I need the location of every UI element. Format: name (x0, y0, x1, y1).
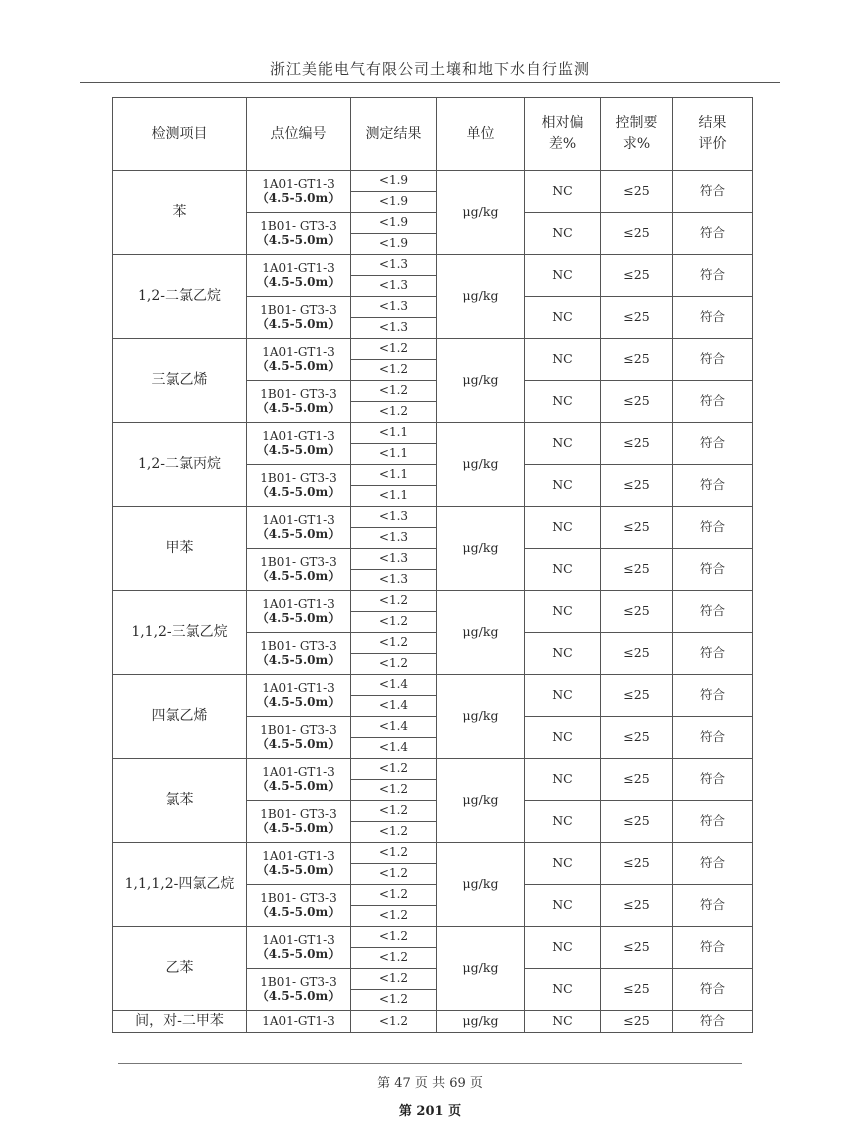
point-id: 1A01-GT1-3 (262, 764, 335, 779)
control-requirement: ≤25 (601, 549, 673, 591)
relative-deviation: NC (525, 465, 601, 507)
result-value: <1.2 (351, 339, 437, 360)
point-id-cell (247, 759, 351, 801)
test-item-name: 氯苯 (113, 759, 247, 843)
point-depth: （4.5-5.0m） (256, 904, 341, 919)
result-evaluation: 符合 (673, 423, 753, 465)
control-requirement: ≤25 (601, 423, 673, 465)
result-value: <1.3 (351, 507, 437, 528)
result-value: <1.2 (351, 381, 437, 402)
result-value: <1.2 (351, 906, 437, 927)
control-requirement: ≤25 (601, 633, 673, 675)
test-item-name: 间，对-二甲苯 (113, 1011, 247, 1033)
point-depth: （4.5-5.0m） (256, 946, 341, 961)
table-row (113, 255, 753, 276)
point-id-cell (247, 423, 351, 465)
unit-cell: μg/kg (437, 591, 525, 675)
result-value: <1.9 (351, 171, 437, 192)
table-row (113, 591, 753, 612)
result-value: <1.2 (351, 1011, 437, 1033)
result-evaluation: 符合 (673, 171, 753, 213)
relative-deviation: NC (525, 255, 601, 297)
point-id-cell (247, 885, 351, 927)
point-id-cell (247, 969, 351, 1011)
col-header-point: 点位编号 (247, 98, 351, 171)
control-requirement: ≤25 (601, 297, 673, 339)
relative-deviation: NC (525, 507, 601, 549)
result-evaluation: 符合 (673, 759, 753, 801)
point-id: 1B01- GT3-3 (260, 638, 337, 653)
unit-cell: μg/kg (437, 927, 525, 1011)
point-id-cell (247, 255, 351, 297)
point-id: 1A01-GT1-3 (262, 260, 335, 275)
point-id-cell (247, 927, 351, 969)
relative-deviation: NC (525, 171, 601, 213)
control-requirement: ≤25 (601, 927, 673, 969)
result-evaluation: 符合 (673, 465, 753, 507)
control-requirement: ≤25 (601, 675, 673, 717)
result-value: <1.3 (351, 318, 437, 339)
result-value: <1.3 (351, 528, 437, 549)
result-value: <1.2 (351, 591, 437, 612)
table-row (113, 1011, 753, 1033)
result-evaluation: 符合 (673, 507, 753, 549)
page-number: 第 47 页 共 69 页 (377, 1076, 483, 1091)
relative-deviation: NC (525, 339, 601, 381)
result-value: <1.2 (351, 822, 437, 843)
point-id: 1A01-GT1-3 (262, 680, 335, 695)
table-row (113, 843, 753, 864)
relative-deviation: NC (525, 591, 601, 633)
result-evaluation: 符合 (673, 381, 753, 423)
relative-deviation: NC (525, 549, 601, 591)
result-value: <1.2 (351, 969, 437, 990)
point-id-cell (247, 549, 351, 591)
col-header-eval (673, 98, 753, 171)
col-header-eval-line1: 结果 (698, 115, 727, 131)
col-header-result: 测定结果 (351, 98, 437, 171)
test-item-name: 苯 (113, 171, 247, 255)
unit-cell: μg/kg (437, 255, 525, 339)
result-value: <1.3 (351, 255, 437, 276)
col-header-eval-line2: 评价 (698, 136, 727, 152)
table-row (113, 507, 753, 528)
header-rule (80, 82, 780, 83)
relative-deviation: NC (525, 633, 601, 675)
point-id: 1A01-GT1-3 (262, 512, 335, 527)
point-depth: （4.5-5.0m） (256, 526, 341, 541)
point-id-cell (247, 843, 351, 885)
unit-cell: μg/kg (437, 339, 525, 423)
result-value: <1.3 (351, 570, 437, 591)
result-value: <1.4 (351, 738, 437, 759)
result-value: <1.2 (351, 843, 437, 864)
test-item-name: 乙苯 (113, 927, 247, 1011)
result-value: <1.9 (351, 213, 437, 234)
unit-cell: μg/kg (437, 675, 525, 759)
result-value: <1.2 (351, 759, 437, 780)
point-depth: （4.5-5.0m） (256, 232, 341, 247)
point-id: 1A01-GT1-3 (262, 428, 335, 443)
relative-deviation: NC (525, 843, 601, 885)
table-header-row (113, 98, 753, 171)
point-id-cell (247, 633, 351, 675)
col-header-control (601, 98, 673, 171)
result-value: <1.4 (351, 696, 437, 717)
result-value: <1.2 (351, 927, 437, 948)
result-value: <1.2 (351, 402, 437, 423)
point-id-cell (247, 297, 351, 339)
col-header-item: 检测项目 (113, 98, 247, 171)
control-requirement: ≤25 (601, 717, 673, 759)
control-requirement: ≤25 (601, 759, 673, 801)
point-depth: （4.5-5.0m） (256, 736, 341, 751)
point-id: 1B01- GT3-3 (260, 974, 337, 989)
col-header-rel-dev-line1: 相对偏 (541, 115, 584, 131)
result-value: <1.2 (351, 654, 437, 675)
result-value: <1.2 (351, 612, 437, 633)
control-requirement: ≤25 (601, 507, 673, 549)
point-id: 1B01- GT3-3 (260, 470, 337, 485)
unit-cell: μg/kg (437, 171, 525, 255)
result-value: <1.1 (351, 444, 437, 465)
point-id-cell (247, 675, 351, 717)
point-depth: （4.5-5.0m） (256, 694, 341, 709)
point-id-cell (247, 171, 351, 213)
point-id: 1B01- GT3-3 (260, 302, 337, 317)
table-body (113, 171, 753, 1033)
point-depth: （4.5-5.0m） (256, 778, 341, 793)
unit-cell: μg/kg (437, 507, 525, 591)
result-value: <1.2 (351, 633, 437, 654)
point-depth: （4.5-5.0m） (256, 568, 341, 583)
point-id: 1B01- GT3-3 (260, 218, 337, 233)
relative-deviation: NC (525, 759, 601, 801)
point-depth: （4.5-5.0m） (256, 820, 341, 835)
table-row (113, 339, 753, 360)
point-depth: （4.5-5.0m） (256, 190, 341, 205)
unit-cell: μg/kg (437, 843, 525, 927)
point-id: 1B01- GT3-3 (260, 386, 337, 401)
point-id: 1B01- GT3-3 (260, 890, 337, 905)
point-id-cell (247, 591, 351, 633)
relative-deviation: NC (525, 675, 601, 717)
col-header-rel-dev-line2: 差% (548, 136, 577, 152)
point-id-cell (247, 381, 351, 423)
point-depth: （4.5-5.0m） (256, 274, 341, 289)
result-value: <1.3 (351, 297, 437, 318)
control-requirement: ≤25 (601, 339, 673, 381)
result-evaluation: 符合 (673, 255, 753, 297)
point-depth: （4.5-5.0m） (256, 610, 341, 625)
test-item-name: 甲苯 (113, 507, 247, 591)
result-evaluation: 符合 (673, 213, 753, 255)
result-value: <1.1 (351, 465, 437, 486)
result-evaluation: 符合 (673, 885, 753, 927)
page-header-title: 浙江美能电气有限公司土壤和地下水自行监测 (269, 60, 590, 78)
point-id-cell (247, 339, 351, 381)
col-header-control-line2: 求% (622, 136, 651, 152)
result-value: <1.4 (351, 675, 437, 696)
table-row (113, 423, 753, 444)
point-id: 1A01-GT1-3 (262, 848, 335, 863)
result-value: <1.1 (351, 486, 437, 507)
test-item-name: 1,1,2-三氯乙烷 (113, 591, 247, 675)
relative-deviation: NC (525, 927, 601, 969)
result-value: <1.2 (351, 780, 437, 801)
control-requirement: ≤25 (601, 381, 673, 423)
result-value: <1.2 (351, 864, 437, 885)
relative-deviation: NC (525, 885, 601, 927)
result-value: <1.2 (351, 948, 437, 969)
test-item-name: 1,1,1,2-四氯乙烷 (113, 843, 247, 927)
control-requirement: ≤25 (601, 1011, 673, 1033)
control-requirement: ≤25 (601, 213, 673, 255)
relative-deviation: NC (525, 969, 601, 1011)
control-requirement: ≤25 (601, 591, 673, 633)
col-header-unit: 单位 (437, 98, 525, 171)
result-evaluation: 符合 (673, 801, 753, 843)
control-requirement: ≤25 (601, 801, 673, 843)
table-row (113, 675, 753, 696)
point-depth: （4.5-5.0m） (256, 316, 341, 331)
result-value: <1.2 (351, 360, 437, 381)
result-evaluation: 符合 (673, 969, 753, 1011)
relative-deviation: NC (525, 1011, 601, 1033)
control-requirement: ≤25 (601, 465, 673, 507)
control-requirement: ≤25 (601, 885, 673, 927)
relative-deviation: NC (525, 423, 601, 465)
result-evaluation: 符合 (673, 339, 753, 381)
table-row (113, 927, 753, 948)
point-id: 1A01-GT1-3 (262, 344, 335, 359)
point-id: 1A01-GT1-3 (247, 1011, 351, 1033)
footer-rule (118, 1063, 742, 1064)
control-requirement: ≤25 (601, 843, 673, 885)
point-id: 1B01- GT3-3 (260, 554, 337, 569)
unit-cell: μg/kg (437, 423, 525, 507)
result-evaluation: 符合 (673, 717, 753, 759)
point-depth: （4.5-5.0m） (256, 400, 341, 415)
result-evaluation: 符合 (673, 633, 753, 675)
unit-cell: μg/kg (437, 759, 525, 843)
control-requirement: ≤25 (601, 171, 673, 213)
relative-deviation: NC (525, 801, 601, 843)
point-depth: （4.5-5.0m） (256, 988, 341, 1003)
result-value: <1.9 (351, 234, 437, 255)
relative-deviation: NC (525, 381, 601, 423)
point-id: 1B01- GT3-3 (260, 722, 337, 737)
point-id-cell (247, 507, 351, 549)
result-evaluation: 符合 (673, 843, 753, 885)
result-evaluation: 符合 (673, 1011, 753, 1033)
result-value: <1.2 (351, 885, 437, 906)
control-requirement: ≤25 (601, 255, 673, 297)
point-depth: （4.5-5.0m） (256, 862, 341, 877)
relative-deviation: NC (525, 213, 601, 255)
qc-results-table (112, 97, 753, 1033)
result-evaluation: 符合 (673, 675, 753, 717)
relative-deviation: NC (525, 717, 601, 759)
result-evaluation: 符合 (673, 297, 753, 339)
result-value: <1.2 (351, 801, 437, 822)
table-row (113, 759, 753, 780)
point-depth: （4.5-5.0m） (256, 652, 341, 667)
point-depth: （4.5-5.0m） (256, 358, 341, 373)
result-value: <1.2 (351, 990, 437, 1011)
unit-cell: μg/kg (437, 1011, 525, 1033)
page-total-number: 第 201 页 (398, 1104, 462, 1119)
point-id-cell (247, 213, 351, 255)
point-id-cell (247, 465, 351, 507)
point-depth: （4.5-5.0m） (256, 484, 341, 499)
col-header-rel-dev (525, 98, 601, 171)
point-id: 1A01-GT1-3 (262, 176, 335, 191)
test-item-name: 四氯乙烯 (113, 675, 247, 759)
relative-deviation: NC (525, 297, 601, 339)
result-value: <1.3 (351, 276, 437, 297)
test-item-name: 1,2-二氯乙烷 (113, 255, 247, 339)
point-depth: （4.5-5.0m） (256, 442, 341, 457)
point-id: 1A01-GT1-3 (262, 932, 335, 947)
table-row (113, 171, 753, 192)
result-evaluation: 符合 (673, 549, 753, 591)
control-requirement: ≤25 (601, 969, 673, 1011)
result-value: <1.3 (351, 549, 437, 570)
point-id-cell (247, 717, 351, 759)
point-id: 1A01-GT1-3 (262, 596, 335, 611)
col-header-control-line1: 控制要 (615, 115, 658, 131)
result-value: <1.4 (351, 717, 437, 738)
result-evaluation: 符合 (673, 591, 753, 633)
point-id: 1B01- GT3-3 (260, 806, 337, 821)
point-id-cell (247, 801, 351, 843)
result-value: <1.1 (351, 423, 437, 444)
test-item-name: 三氯乙烯 (113, 339, 247, 423)
test-item-name: 1,2-二氯丙烷 (113, 423, 247, 507)
result-evaluation: 符合 (673, 927, 753, 969)
result-value: <1.9 (351, 192, 437, 213)
